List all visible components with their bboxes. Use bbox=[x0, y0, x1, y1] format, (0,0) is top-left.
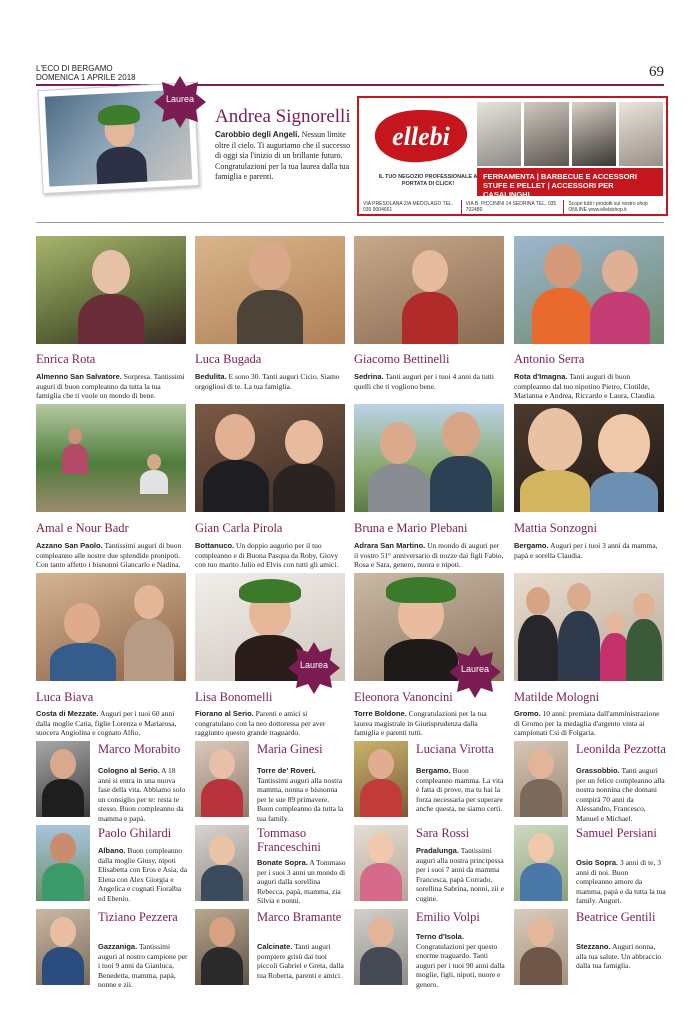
place-beatrice-gentili: Stezzano. bbox=[576, 942, 611, 951]
laurea-badge-eleonora-label: Laurea bbox=[460, 664, 490, 674]
place-luca-biava: Costa di Mezzate. bbox=[36, 709, 99, 718]
place-lisa-bonomelli: Fiorano al Serio. bbox=[195, 709, 254, 718]
place-maria-ginesi: Torre de' Roveri. bbox=[257, 766, 316, 775]
text-lisa-bonomelli: Parenti e amici si congratulano con la neo dottoressa per aver raggiunto questo grande traguardo. bbox=[195, 709, 326, 737]
message-gian-carla-pirola bbox=[195, 541, 345, 570]
place-mattia-sonzogni: Bergamo. bbox=[514, 541, 549, 550]
message-paolo-ghilardi bbox=[98, 846, 188, 903]
message-luca-bugada bbox=[195, 372, 345, 391]
photo-beatrice-gentili bbox=[514, 909, 568, 985]
place-luca-bugada: Bedulita. bbox=[195, 372, 227, 381]
text-matilde-mologni: 10 anni: premiata dall'amministrazione di Gromo per la medaglia d'argento vinta ai campionati Csi di Folgaria. bbox=[514, 709, 660, 737]
name-enrica-rota: Enrica Rota bbox=[36, 352, 96, 366]
text-mattia-sonzogni: Auguri per i tuoi 3 anni da mamma, papà e sorella Claudia. bbox=[514, 541, 658, 560]
photo-matilde-mologni bbox=[514, 573, 664, 681]
photo-samuel-persiani bbox=[514, 825, 568, 901]
name-tiziano-pezzera: Tiziano Pezzera bbox=[98, 910, 178, 924]
photo-marco-morabito bbox=[36, 741, 90, 817]
photo-giacomo-bettinelli bbox=[354, 236, 504, 344]
name-emilio-volpi: Emilio Volpi bbox=[416, 910, 480, 924]
place-samuel-persiani: Osio Sopra. bbox=[576, 858, 619, 867]
message-emilio-volpi bbox=[416, 932, 506, 989]
text-luca-bugada: E sono 30. Tanti auguri Cicio. Siamo orgogliosi di te. La tua famiglia. bbox=[195, 372, 340, 391]
place-emilio-volpi: Terno d'Isola. bbox=[416, 932, 464, 941]
feature-message: Nessun limite oltre il cielo. Ti auguriamo che il successo di oggi sia l'inizio di un brillante futuro. Congratulazioni per la tua laurea dalla tua famiglia e parenti. bbox=[215, 130, 351, 181]
photo-emilio-volpi bbox=[354, 909, 408, 985]
name-luciana-virotta: Luciana Virotta bbox=[416, 742, 494, 756]
text-leonilda-pezzotta: Tanti auguri per un felice compleanno alla nostra nonnina che domani compirà 70 anni da Alessandro, Francesco, Manuel e Michael. bbox=[576, 766, 665, 823]
text-luciana-virotta: Buon compleanno mamma. La vita è fatta di prove, ma tu hai la forza necessaria per superare anche questa, ne siamo certi. bbox=[416, 766, 504, 813]
ad-category-band bbox=[477, 168, 663, 199]
laurea-badge bbox=[152, 74, 208, 130]
text-marco-morabito: A 18 anni si entra in una nuova fase della vita. Abbiamo solo un consiglio per te: resta te stesso. Buon compleanno da mamma e papà. bbox=[98, 766, 186, 823]
laurea-badge-label: Laurea bbox=[165, 94, 195, 104]
feature-place: Carobbio degli Angeli. bbox=[215, 130, 300, 139]
place-matilde-mologni: Gromo. bbox=[514, 709, 541, 718]
place-tommaso-franceschini: Bonate Sopra. bbox=[257, 858, 308, 867]
name-eleonora-vanoncini: Eleonora Vanoncini bbox=[354, 690, 453, 704]
name-paolo-ghilardi: Paolo Ghilardi bbox=[98, 826, 172, 840]
place-amal-nour-badr: Azzano San Paolo. bbox=[36, 541, 103, 550]
message-eleonora-vanoncini bbox=[354, 709, 504, 738]
text-tommaso-franceschini: A Tommaso per i suoi 3 anni un mondo di auguri dalla sorellina Rebecca, papà, mamma, zia Silvia e nonni. bbox=[257, 858, 346, 905]
laurea-badge-lisa bbox=[286, 640, 342, 696]
name-gian-carla-pirola: Gian Carla Pirola bbox=[195, 521, 283, 535]
name-mattia-sonzogni: Mattia Sonzogni bbox=[514, 521, 597, 535]
section-rule bbox=[36, 222, 664, 223]
text-bruna-mario-plebani: Un mondo di auguri per il vostro 51° anniversario di nozze dai figli Fabio, Rosa e Sara, genero, nuora e nipoti. bbox=[354, 541, 504, 569]
message-tiziano-pezzera bbox=[98, 942, 188, 990]
ad-address-2: VIA B. PICCININI 14 SEDRINA TEL. 035 702480 bbox=[462, 200, 565, 214]
message-tommaso-franceschini bbox=[257, 858, 347, 906]
ad-slogan: IL TUO NEGOZIO PROFESSIONALE A PORTATA DI CLICK! bbox=[378, 174, 478, 187]
feature-name: Andrea Signorelli bbox=[215, 106, 351, 127]
photo-mattia-sonzogni bbox=[514, 404, 664, 512]
text-maria-ginesi: Tantissimi auguri alla nostra mamma, nonna e bisnonna per le sue 89 primavere. Buon compleanno da tutta la tua family. bbox=[257, 775, 344, 823]
message-amal-nour-badr bbox=[36, 541, 186, 570]
message-bruna-mario-plebani bbox=[354, 541, 504, 570]
ad-product-photos bbox=[477, 102, 663, 166]
name-luca-biava: Luca Biava bbox=[36, 690, 94, 704]
text-marco-bramante: Tanti auguri pompiere grisù dai tuoi piccoli Gabriel e Greta, dalla tua Roberta, parenti e amici. bbox=[257, 942, 344, 980]
place-gian-carla-pirola: Bottanuco. bbox=[195, 541, 235, 550]
advertisement[interactable] bbox=[357, 96, 668, 216]
photo-maria-ginesi bbox=[195, 741, 249, 817]
message-mattia-sonzogni bbox=[514, 541, 664, 560]
name-amal-nour-badr: Amal e Nour Badr bbox=[36, 521, 129, 535]
photo-luca-biava bbox=[36, 573, 186, 681]
photo-paolo-ghilardi bbox=[36, 825, 90, 901]
message-samuel-persiani bbox=[576, 858, 666, 906]
text-gian-carla-pirola: Un doppio augurio per il tuo compleanno e di Buona Pasqua da Roby, Giovy con tuo marito Julio ed Elvis con tutti gli amici. bbox=[195, 541, 339, 569]
message-sara-rossi bbox=[416, 846, 506, 903]
laurea-badge-eleonora bbox=[447, 644, 503, 700]
message-marco-morabito bbox=[98, 766, 188, 823]
text-tiziano-pezzera: Tantissimi auguri al nostro campione per i tuoi 9 anni da Gianluca, Benedetta, mamma, papà, nonne e zii. bbox=[98, 942, 188, 989]
message-beatrice-gentili bbox=[576, 942, 666, 971]
name-tommaso-franceschini: Tommaso Franceschini bbox=[257, 826, 321, 854]
message-luca-biava bbox=[36, 709, 186, 738]
ad-address-1: VIA PRESOLANA 2/A MEDOLAGO TEL. 035 9004661 bbox=[359, 200, 462, 214]
issue-date: DOMENICA 1 APRILE 2018 bbox=[36, 73, 136, 82]
ad-shop-link[interactable]: Scopri tutti i prodotti sul nostro shop ONLINE www.ellebishop.it bbox=[568, 201, 648, 213]
text-emilio-volpi: Congratulazioni per questo enorme traguardo. Tanti auguri per i tuoi 90 anni dalla moglie, figli, nipoti, nuore e genero. bbox=[416, 941, 505, 989]
message-leonilda-pezzotta bbox=[576, 766, 666, 823]
message-antonio-serra bbox=[514, 372, 664, 401]
page-number: 69 bbox=[649, 64, 664, 80]
message-enrica-rota bbox=[36, 372, 186, 401]
name-marco-bramante: Marco Bramante bbox=[257, 910, 342, 924]
name-samuel-persiani: Samuel Persiani bbox=[576, 826, 657, 840]
message-marco-bramante bbox=[257, 942, 347, 980]
place-tiziano-pezzera: Gazzaniga. bbox=[98, 942, 138, 951]
name-lisa-bonomelli: Lisa Bonomelli bbox=[195, 690, 273, 704]
photo-luca-bugada bbox=[195, 236, 345, 344]
masthead bbox=[36, 64, 136, 82]
paper-name: L'ECO DI BERGAMO bbox=[36, 64, 113, 73]
text-amal-nour-badr: Tantissimi auguri di buon compleanno alle nostre due splendide pronipoti. Con tanto affetto i bisnonni Giancarlo e Nadina. bbox=[36, 541, 182, 569]
ellebi-logo bbox=[369, 106, 473, 168]
photo-sara-rossi bbox=[354, 825, 408, 901]
ad-band-line1: FERRAMENTA | BARBECUE E ACCESSORI bbox=[483, 172, 637, 181]
text-giacomo-bettinelli: Tanti auguri per i tuoi 4 anni da tutti quelli che ti vogliono bene. bbox=[354, 372, 494, 391]
photo-enrica-rota bbox=[36, 236, 186, 344]
text-antonio-serra: Tanti auguri di buon compleanno dal tuo nipotino Pietro, Clotilde, Marianna e Andrea, Riccardo e Laura, Claudia. bbox=[514, 372, 656, 400]
name-leonilda-pezzotta: Leonilda Pezzotta bbox=[576, 742, 666, 756]
place-leonilda-pezzotta: Grassobbio. bbox=[576, 766, 620, 775]
name-maria-ginesi: Maria Ginesi bbox=[257, 742, 323, 756]
place-eleonora-vanoncini: Torre Boldone. bbox=[354, 709, 407, 718]
photo-tommaso-franceschini bbox=[195, 825, 249, 901]
name-bruna-mario-plebani: Bruna e Mario Plebani bbox=[354, 521, 468, 535]
ad-footer bbox=[359, 200, 666, 214]
photo-bruna-mario-plebani bbox=[354, 404, 504, 512]
message-giacomo-bettinelli bbox=[354, 372, 504, 391]
name-luca-bugada: Luca Bugada bbox=[195, 352, 262, 366]
message-matilde-mologni bbox=[514, 709, 664, 738]
message-maria-ginesi bbox=[257, 766, 347, 823]
laurea-badge-lisa-label: Laurea bbox=[299, 660, 329, 670]
name-matilde-mologni: Matilde Mologni bbox=[514, 690, 600, 704]
place-giacomo-bettinelli: Sedrina. bbox=[354, 372, 384, 381]
text-sara-rossi: Tantissimi auguri alla nostra principessa per i suoi 7 anni da mamma Francesca, papà Corrado, sorellina Sabrina, nonni, zii e cugine. bbox=[416, 846, 504, 903]
ellebi-logo-text: ellebi bbox=[392, 122, 450, 151]
text-paolo-ghilardi: Buon compleanno dalla moglie Giusy, nipoti Elisabetta con Eros e Asia, da Elena con Alex Giorgia e Angelica e cognati Fioralba ed Ebenio. bbox=[98, 846, 188, 903]
name-antonio-serra: Antonio Serra bbox=[514, 352, 585, 366]
feature-text bbox=[215, 130, 353, 183]
place-marco-morabito: Cologno al Serio. bbox=[98, 766, 160, 775]
photo-amal-nour-badr bbox=[36, 404, 186, 512]
photo-antonio-serra bbox=[514, 236, 664, 344]
photo-leonilda-pezzotta bbox=[514, 741, 568, 817]
place-marco-bramante: Calcinate. bbox=[257, 942, 293, 951]
place-paolo-ghilardi: Albano. bbox=[98, 846, 126, 855]
place-bruna-mario-plebani: Adrara San Martino. bbox=[354, 541, 426, 550]
name-marco-morabito: Marco Morabito bbox=[98, 742, 181, 756]
name-giacomo-bettinelli: Giacomo Bettinelli bbox=[354, 352, 450, 366]
photo-luciana-virotta bbox=[354, 741, 408, 817]
text-samuel-persiani: 3 anni di te, 3 anni di noi. Buon compleanno amore da mamma, papà e da tutta la tua family. Auguri. bbox=[576, 858, 666, 905]
name-sara-rossi: Sara Rossi bbox=[416, 826, 470, 840]
place-luciana-virotta: Bergamo. bbox=[416, 766, 451, 775]
name-beatrice-gentili: Beatrice Gentili bbox=[576, 910, 656, 924]
photo-gian-carla-pirola bbox=[195, 404, 345, 512]
place-antonio-serra: Rota d'Imagna. bbox=[514, 372, 568, 381]
text-eleonora-vanoncini: Congratulazioni per la tua laurea magistrale in Giurisprudenza dalla famiglia e parenti tutti. bbox=[354, 709, 487, 737]
text-enrica-rota: Sorpresa. Tantissimi auguri di buon compleanno da tutta la tua famiglia che ti vuole un mondo di bene. bbox=[36, 372, 185, 400]
place-sara-rossi: Pradalunga. bbox=[416, 846, 459, 855]
text-beatrice-gentili: Auguri nonna, alla tua salute. Un abbraccio dalla tua famiglia. bbox=[576, 942, 662, 970]
ad-band-line2: STUFE E PELLET | ACCESSORI PER CASALINGHI bbox=[483, 181, 614, 199]
message-lisa-bonomelli bbox=[195, 709, 345, 738]
text-luca-biava: Auguri per i tuoi 60 anni dalla moglie Catia, figlie Lorenza e Mariarosa, suocera Angiolina e cognato Alfio. bbox=[36, 709, 177, 737]
photo-tiziano-pezzera bbox=[36, 909, 90, 985]
message-luciana-virotta bbox=[416, 766, 506, 814]
photo-marco-bramante bbox=[195, 909, 249, 985]
place-enrica-rota: Almenno San Salvatore. bbox=[36, 372, 122, 381]
